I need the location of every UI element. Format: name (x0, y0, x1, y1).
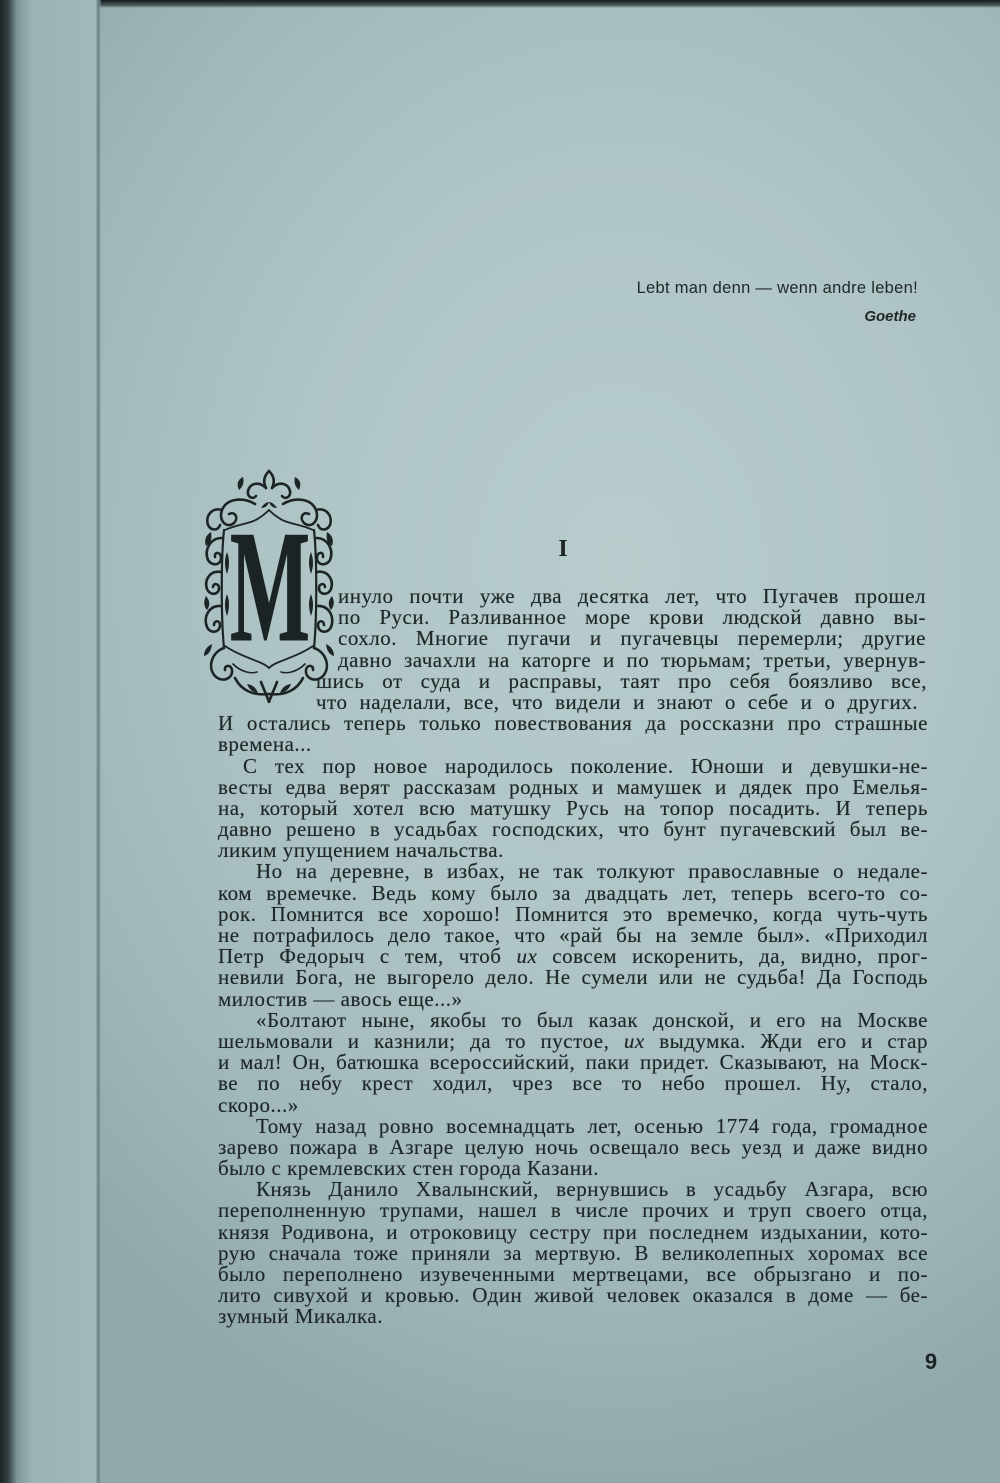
text-line: давно зачахли на каторге и по тюрьмам; третьи, увернув- (338, 647, 926, 672)
page-fold-line (96, 0, 101, 1483)
text-line: ликим упущением начальства. (218, 838, 504, 863)
paragraph (218, 1007, 928, 1117)
text-line: И остались теперь только повествования да россказни про страшные (218, 711, 928, 736)
text-line: ком времечке. Ведь кому было за двадцать лет, теперь всего-то со- (218, 880, 928, 905)
text-line: шись от суда и расправы, таят про себя боязливо все, (316, 668, 927, 693)
paragraph (218, 586, 928, 756)
text-line: сохло. Многие пугачи и пугачевцы перемерли; другие (338, 626, 926, 651)
text-line: было с кремлевских стен города Казани. (218, 1156, 599, 1181)
text-line: Но на деревне, в избах, не так толкуют православные о недале- (256, 859, 928, 884)
text-line: и мал! Он, батюшка всероссийский, паки придет. Сказывают, на Моск- (218, 1050, 928, 1075)
text-line (218, 946, 928, 967)
text-line: «Болтают ныне, якобы то был казак донской, и его на Москве (256, 1007, 928, 1032)
text-line: рок. Помнится все хорошо! Помнится это времечко, когда чуть-чуть (218, 901, 928, 926)
text-line: ве по небу крест ходил, чрез все то небо прошел. Ну, стало, (218, 1071, 928, 1096)
text-segment: шельмовали и казнили; да то пустое, (218, 1028, 624, 1053)
text-line: невили Бога, не выгорело дело. Не сумели или не судьба! Да Господь (218, 965, 928, 990)
paragraph (218, 861, 928, 1009)
text-line: инуло почти уже два десятка лет, что Пугачев прошел (338, 584, 926, 608)
text-line: весты едва верят рассказам родных и мамушек и дядек про Емелья- (218, 774, 928, 799)
text-line: милостив — авось еще...» (218, 986, 463, 1011)
text-line: времена... (218, 732, 312, 757)
text-line: по Руси. Разливанное море крови людской давно вы- (338, 605, 926, 630)
text-line: переполненную трупами, нашел в числе прочих и труп своего отца, (218, 1198, 928, 1223)
text-line: на, который хотел всю матушку Русь на топор посадить. И теперь (218, 795, 928, 820)
chapter-text (218, 586, 928, 1328)
text-line: рую сначала тоже приняли за мертвую. В великолепных хоромах все (218, 1240, 928, 1265)
text-segment: Петр Федорыч с тем, чтоб (218, 944, 517, 969)
text-line: зарево пожара в Азгаре целую ночь освещало весь уезд и даже видно (218, 1134, 928, 1159)
epigraph-quote: Lebt man denn — wenn andre leben! (636, 279, 918, 297)
paragraph (218, 1179, 928, 1327)
text-line: не потрафилось дело такое, что «рай бы на земле был». «Приходил (218, 923, 928, 947)
italic-segment: их (516, 944, 538, 969)
paragraph (218, 1113, 928, 1181)
text-line: скоро...» (218, 1092, 299, 1117)
text-line: Тому назад ровно восемнадцать лет, осенью 1774 года, громадное (256, 1113, 928, 1138)
text-line: лито сивухой и кровью. Один живой человек оказался в доме — бе- (218, 1283, 928, 1308)
text-segment: выдумка. Жди его и стар (644, 1028, 928, 1053)
text-line: Князь Данило Хвалынский, вернувшись в усадьбу Азгара, всю (256, 1177, 928, 1202)
drop-cap-letter: М (229, 497, 311, 675)
epigraph-author: Goethe (864, 308, 916, 325)
book-gutter (0, 0, 98, 1483)
text-segment: совсем искоренить, да, видно, прог- (537, 944, 928, 969)
chapter-number: I (558, 536, 568, 562)
page-number: 9 (924, 1349, 938, 1374)
page-top-edge (0, 0, 1000, 8)
text-line: было переполнено изувеченными мертвецами, все обрызгано и по- (218, 1262, 928, 1286)
paragraph (218, 753, 928, 863)
text-line: князя Родивона, и отроковицу сестру при последнем издыхании, кото- (218, 1219, 928, 1244)
text-line (218, 1028, 928, 1053)
text-line: что наделали, все, что видели и знают о себе и о других. (316, 689, 918, 714)
text-line: С тех пор новое народилось поколение. Юноши и девушки-не- (243, 753, 928, 778)
text-line: зумный Микалка. (218, 1304, 383, 1329)
italic-segment: их (623, 1028, 645, 1053)
text-line: давно решено в усадьбах господских, что бунт пугачевский был ве- (218, 817, 928, 842)
epigraph (637, 278, 918, 327)
